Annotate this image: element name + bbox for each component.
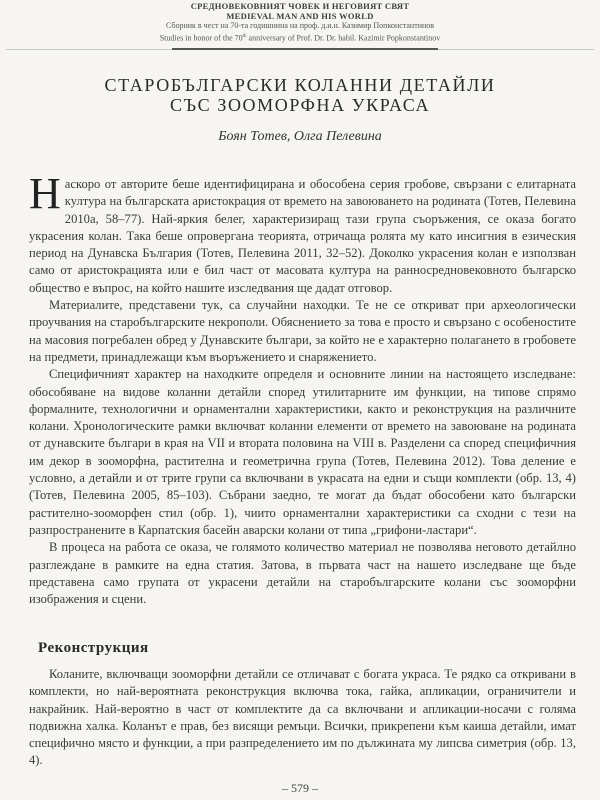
paragraph [29,169,576,297]
paragraph: В процеса на работа се оказа, че голямото количество материал не позволява неговото детайлно разглеждане в рамките на една статия. Затова, в първата част на нашето изследване ще бъде представена само групата от украсени детайли на старобългарските колани със зооморфни изображения и сцени. [29,540,576,607]
article-title-line: СЪС ЗООМОРФНА УКРАСА [169,95,431,115]
series-title-en: MEDIEVAL MAN AND HIS WORLD [226,11,374,21]
subtitle-en-part: Studies in honor of the 70 [159,33,243,43]
article-authors: Боян Тотев, Олга Пелевина [218,129,382,144]
section-body [29,666,576,770]
header-rule-accent [172,48,438,50]
paragraph: Материалите, представени тук, са случайни находки. Те не се откриват при археологически проучвания на старобългарските некрополи. Обяснението за това е просто и свързано с особеностите на масовия погребален обред у Дунавските българи, за който не е характерно полагането в гробовете на предмети, принадлежащи към въоръжението и снаряжението. [29,298,576,364]
drop-cap: Н [29,169,61,218]
subtitle-en-superscript: th [242,33,247,39]
page-number: – 579 – [282,781,318,795]
paragraph: Коланите, включващи зооморфни детайли се отличават с богата украса. Те рядко са откривани в комплекти, но най-вероятната реконструкция включва тока, гайка, апликации, ограничители и накрайник. Най-вероятно в част от комплектите да са включвани и апликации-носачи с голяма подвижна халка. Коланът е прав, без висящи ремъци. Всички, прикрепени към каиша детайли, имат специфично място и функции, а при разпределението им по дължината му липсва симетрия (обр. 13, 4). [29,667,576,768]
running-header [0,0,600,44]
festschrift-subtitle-en [0,32,600,44]
article-body [29,169,576,608]
festschrift-subtitle-bg: Сборник в чест на 70-та годишнина на проф. д.и.н. Казимир Попконстантинов [165,21,435,30]
paragraph-text: аскоро от авторите беше идентифицирана и обособена серия гробове, свързани с елитарната култура на българската аристокрация от времето на завоюването на родината (Тотев, Пелевина 2010а, 58–77). Най-яркия белег, характеризиращ тази група съоръжения, се оказа богато украсения колан. Така беше опровергана теорията, отричаща ролята му като инсигния в езическия период на Дунавска България (Тотев, Пелевина 2011, 32–52). Доколко украсения колан е използван само от аристокрацията или е бил част от масовата култура на ранносредновековното българско общество е въпрос, на който нашите изследвания ще дадат отговор. [29,177,576,295]
article-title-line: СТАРОБЪЛГАРСКИ КОЛАННИ ДЕТАЙЛИ [104,75,496,95]
section-heading: Реконструкция [38,640,149,656]
series-title-bg: СРЕДНОВЕКОВНИЯТ ЧОВЕК И НЕГОВИЯТ СВЯТ [190,1,410,11]
subtitle-en-part: anniversary of Prof. Dr. Dr. habil. Kazimir Popkonstantinov [246,33,441,43]
paragraph: Специфичният характер на находките определя и основните линии на настоящето изследване: обособяване на видове коланни детайли според утилитарните им функции, на типове спрямо формалните, технологични и орнаментални характеристики, както и реконструкция на различните колани. Хронологическите рамки включват коланни елементи от времето на завоюване на родината от дунавските българи в края на VII и втората половина на VIII в. Разделени са според специфичния им декор в зооморфна, растителна и геометрична група (Тотев, Пелевина 2012). Това деление е условно, а детайли и от трите групи са включвани в украсата на едни и същи комплекти (обр. 13, 4) (Тотев, Пелевина 2005, 85–103). Събрани заедно, те могат да бъдат обособени като български растително-зооморфен стил (обр. 1), чиито орнаментални характеристики са сходни с тези на разпространените в Карпатския басейн аварски колани от типа „грифони-ластари“. [29,367,576,537]
article-title [0,75,600,115]
